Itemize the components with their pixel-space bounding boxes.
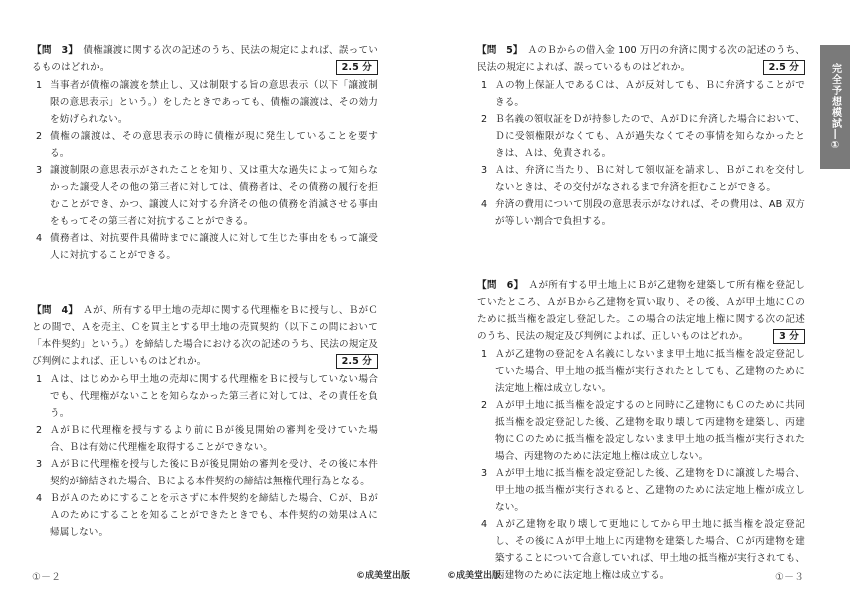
option-number: 2 <box>481 114 488 125</box>
option-number: 2 <box>36 425 43 436</box>
option-item[interactable] <box>32 162 378 230</box>
option-item[interactable] <box>477 346 805 397</box>
option-item[interactable] <box>32 371 378 422</box>
option-text: ＡがＢに代理権を授与するより前にＢが後見開始の審判を受けていた場合、Ｂは有効に代理権を取得することができない。 <box>50 425 378 453</box>
right-page-column <box>477 42 805 584</box>
time-badge: 2.5 分 <box>336 354 378 369</box>
question-3 <box>32 42 378 264</box>
exam-section-tab <box>820 45 850 169</box>
option-text: 債権の譲渡は、その意思表示の時に債権が現に発生していることを要する。 <box>50 131 378 159</box>
question-4 <box>32 302 378 541</box>
option-text: 弁済の費用について別段の意思表示がなければ、その費用は、AB 双方が等しい割合で負担する。 <box>495 199 805 227</box>
option-item[interactable] <box>32 128 378 162</box>
left-page-number: ①－２ <box>32 572 61 583</box>
option-number: 2 <box>36 131 43 142</box>
option-number: 3 <box>36 165 43 176</box>
exam-section-label: 完全予想模試―① <box>829 62 841 152</box>
option-number: 4 <box>481 199 488 210</box>
option-number: 1 <box>481 349 488 360</box>
question-label: 【問 5】 <box>477 45 518 56</box>
question-5 <box>477 42 805 230</box>
option-item[interactable] <box>32 456 378 490</box>
option-number: 1 <box>36 374 43 385</box>
question-text: Ａが、所有する甲土地の売却に関する代理権をＢに授与し、ＢがＣとの間で、Ａを売主、Ｃを買主とする甲土地の売買契約（以下この問において「本件契約」という。）を締結した場合における次の記述のうち、民法の規定及び判例によれば、正しいものはどれか。 <box>32 305 379 367</box>
option-number: 3 <box>36 459 43 470</box>
option-number: 4 <box>36 233 43 244</box>
option-number: 2 <box>481 400 488 411</box>
option-item[interactable] <box>477 196 805 230</box>
question-label: 【問 6】 <box>477 280 519 291</box>
option-text: Ａが甲土地に抵当権を設定するのと同時に乙建物にもＣのために共同抵当権を設定登記した後、乙建物を取り壊して丙建物を建築し、丙建物にＣのために抵当権を設定しないまま甲土地の抵当権が実行された場合、丙建物のために法定地上権は成立しない。 <box>495 400 805 462</box>
left-page-column <box>32 42 378 541</box>
question-text: ＡのＢからの借入金 100 万円の弁済に関する次の記述のうち、民法の規定によれば、誤っているものはどれか。 <box>477 45 805 73</box>
option-text: Ａの物上保証人であるＣは、Ａが反対しても、Ｂに弁済することができる。 <box>495 80 805 108</box>
option-text: 債務者は、対抗要件具備時までに譲渡人に対して生じた事由をもって譲受人に対抗することができる。 <box>50 233 378 261</box>
option-text: 譲渡制限の意思表示がされたことを知り、又は重大な過失によって知らなかった譲受人その他の第三者に対しては、債務者は、その債務の履行を拒むことができ、かつ、譲渡人に対する弁済その他の債務を消滅させる事由をもってその第三者に対抗することができる。 <box>50 165 378 227</box>
question-label: 【問 3】 <box>32 45 74 56</box>
option-item[interactable] <box>32 77 378 128</box>
option-item[interactable] <box>477 397 805 465</box>
option-text: 当事者が債権の譲渡を禁止し、又は制限する旨の意思表示（以下「譲渡制限の意思表示」という。）をしたときであっても、債権の譲渡は、その効力を妨げられない。 <box>50 80 378 125</box>
option-number: 4 <box>481 519 488 530</box>
option-item[interactable] <box>477 465 805 516</box>
question-label: 【問 4】 <box>32 305 74 316</box>
option-list <box>477 77 805 230</box>
option-text: Ａは、はじめから甲土地の売却に関する代理権をＢに授与していない場合でも、代理権がないことを知らなかった第三者に対しては、その責任を負う。 <box>50 374 378 419</box>
time-badge: 3 分 <box>773 329 805 344</box>
option-number: 3 <box>481 468 488 479</box>
option-number: 3 <box>481 165 488 176</box>
time-badge: 2.5 分 <box>336 60 378 75</box>
option-list <box>32 371 378 541</box>
time-badge: 2.5 分 <box>763 60 805 75</box>
option-text: ＢがＡのためにすることを示さずに本件契約を締結した場合、Ｃが、ＢがＡのためにすることを知ることができたときでも、本件契約の効果はＡに帰属しない。 <box>50 493 378 538</box>
option-item[interactable] <box>32 422 378 456</box>
option-item[interactable] <box>32 490 378 541</box>
option-item[interactable] <box>477 162 805 196</box>
option-number: 4 <box>36 493 43 504</box>
option-text: Ａは、弁済に当たり、Ｂに対して領収証を請求し、Ｂがこれを交付しないときは、その交付がなされるまで弁済を拒むことができる。 <box>495 165 805 193</box>
option-number: 1 <box>481 80 488 91</box>
option-item[interactable] <box>32 230 378 264</box>
option-list <box>32 77 378 264</box>
option-item[interactable] <box>477 77 805 111</box>
question-text: Ａが所有する甲土地上にＢが乙建物を建築して所有権を登記していたところ、ＡがＢから乙建物を買い取り、その後、Ａが甲土地にＣのために抵当権を設定し登記した。この場合の法定地上権に関する次の記述のうち、民法の規定及び判例によれば、正しいものはどれか。 <box>477 280 805 342</box>
option-number: 1 <box>36 80 43 91</box>
option-list <box>477 346 805 584</box>
question-text: 債権譲渡に関する次の記述のうち、民法の規定によれば、誤っているものはどれか。 <box>32 45 379 73</box>
option-item[interactable] <box>477 516 805 584</box>
option-item[interactable] <box>477 111 805 162</box>
question-6 <box>477 277 805 584</box>
right-page-number: ①－３ <box>775 572 804 583</box>
right-publisher-credit: ©成美堂出版 <box>447 571 502 581</box>
option-text: Ｂ名義の領収証をＤが持参したので、ＡがＤに弁済した場合において、Ｄに受領権限がなくても、Ａが過失なくてその事情を知らなかったときは、Ａは、免責される。 <box>495 114 805 159</box>
option-text: Ａが乙建物を取り壊して更地にしてから甲土地に抵当権を設定登記し、その後にＡが甲土地上に丙建物を建築した場合、Ｃが丙建物を建築することについて合意していれば、甲土地の抵当権が実行されても、丙建物のために法定地上権は成立する。 <box>495 519 806 581</box>
option-text: Ａが乙建物の登記をＡ名義にしないまま甲土地に抵当権を設定登記していた場合、甲土地の抵当権が実行されたとしても、乙建物のために法定地上権は成立しない。 <box>495 349 805 394</box>
option-text: Ａが甲土地に抵当権を設定登記した後、乙建物をＤに譲渡した場合、甲土地の抵当権が実行されると、乙建物のために法定地上権が成立しない。 <box>495 468 805 513</box>
option-text: ＡがＢに代理権を授与した後にＢが後見開始の審判を受け、その後に本件契約が締結された場合、Ｂによる本件契約の締結は無権代理行為となる。 <box>50 459 378 487</box>
left-publisher-credit: ©成美堂出版 <box>356 571 411 581</box>
